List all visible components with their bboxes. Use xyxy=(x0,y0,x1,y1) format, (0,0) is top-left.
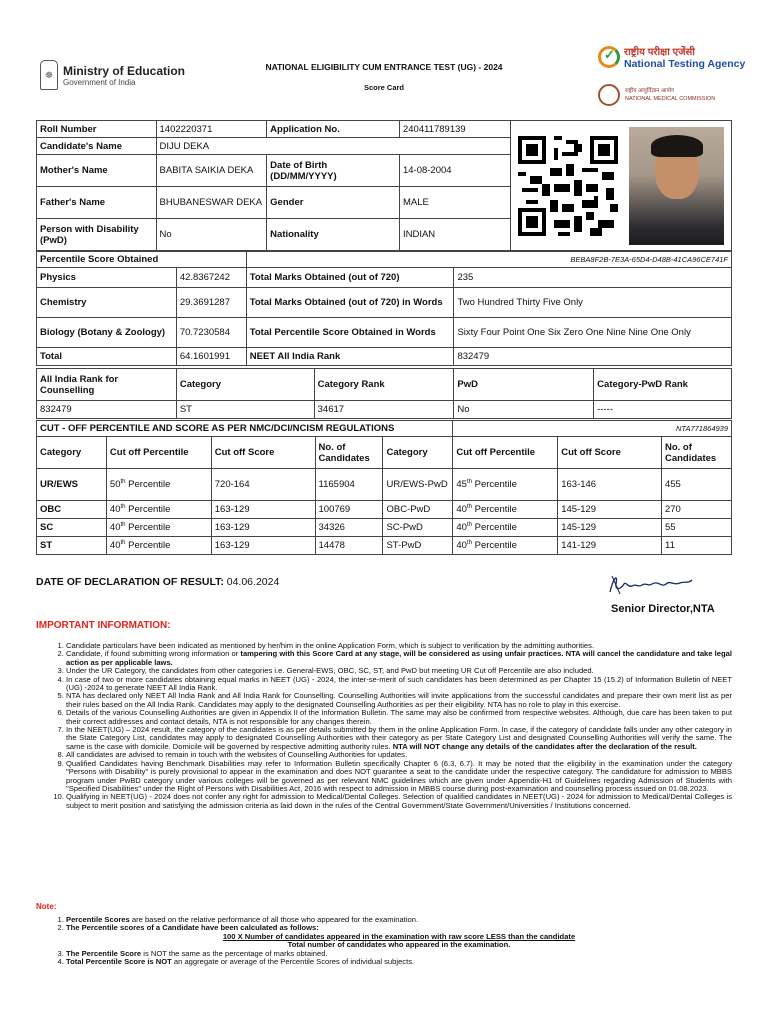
row-percentile: 50th Percentile xyxy=(106,469,211,501)
cutoff-title: CUT - OFF PERCENTILE AND SCORE AS PER NMC/DCI/NCISM REGULATIONS xyxy=(37,421,453,437)
row-score: 163-129 xyxy=(211,537,315,555)
declaration: DATE OF DECLARATION OF RESULT: 04.06.2024 xyxy=(36,576,280,588)
row-candidates: 1165904 xyxy=(315,469,383,501)
cutoff-code: NTA771864939 xyxy=(453,421,732,437)
row-pwd-category: SC-PwD xyxy=(383,519,453,537)
app-value: 240411789139 xyxy=(399,121,510,138)
nmc-hindi: राष्ट्रीय आयुर्विज्ञान आयोग xyxy=(625,88,675,94)
row-percentile: 40th Percentile xyxy=(106,501,211,519)
list-item: 8. All candidates are advised to remain in touch with the websites of Counselling Authorities for updates. xyxy=(66,751,732,759)
marks-value: 235 xyxy=(454,268,732,288)
cutoff-h-score: Cut off Score xyxy=(211,437,315,469)
roll-value: 1402220371 xyxy=(156,121,267,138)
row-pwd-percentile: 40th Percentile xyxy=(453,537,558,555)
nmc-logo xyxy=(598,84,715,106)
row-pwd-candidates: 455 xyxy=(661,469,731,501)
score-hash: BEBA8F2B-7E3A-65D4-D48B-41CA96CE741F xyxy=(246,252,731,268)
list-item: 3. The Percentile Score is NOT the same as the percentage of marks obtained. xyxy=(66,950,732,958)
row-pwd-percentile: 45th Percentile xyxy=(453,469,558,501)
pwd-label: Person with Disability (PwD) xyxy=(37,219,157,251)
row-score: 720-164 xyxy=(211,469,315,501)
qr-code xyxy=(518,136,618,236)
row-pwd-candidates: 55 xyxy=(661,519,731,537)
header xyxy=(0,0,768,118)
national-emblem-icon: ☸ xyxy=(40,60,58,90)
total-label: Total xyxy=(37,348,177,366)
row-pwd-category: ST-PwD xyxy=(383,537,453,555)
dob-label: Date of Birth (DD/MM/YYYY) xyxy=(267,155,400,187)
candidate-table xyxy=(36,120,732,251)
counselling-rank-label: All India Rank for Counselling xyxy=(37,369,177,401)
mother-label: Mother's Name xyxy=(37,155,157,187)
nationality-value: INDIAN xyxy=(399,219,510,251)
cutoff-h-cat-pwd: Category xyxy=(383,437,453,469)
pct-words-value: Sixty Four Point One Six Zero One Nine Nine One Only xyxy=(454,318,732,348)
chemistry-value: 29.3691287 xyxy=(176,288,246,318)
list-item: 2. The Percentile scores of a Candidate have been calculated as follows: 100 X Number of candidates appeared in the examination with raw score LESS than the candidate Total number of candidates who appeared in the examination. xyxy=(66,924,732,949)
cutoff-table xyxy=(36,420,732,555)
list-item: 10. Qualifying in NEET(UG) - 2024 does not confer any right for admission to Medical/Dental Colleges. Selection of qualified candidates in NEET(UG) - 2024 for admission to Medical/Dental Colleges is subject to merit position and satisfying the admission criteria as laid down in the rules of the Central Government/State Government/Universities / Institutions concerned. xyxy=(66,793,732,810)
table-row xyxy=(37,501,732,519)
scorecard-subtitle: Score Card xyxy=(363,83,405,92)
table-row xyxy=(37,469,732,501)
nta-check-icon xyxy=(598,46,620,68)
row-percentile: 40th Percentile xyxy=(106,519,211,537)
row-category: SC xyxy=(37,519,107,537)
list-item: 9. Qualified Candidates having Benchmark Disabilities may refer to Information Bulletin specifically Chapter 6 (6.3, 6.7). It may be noted that the eligibility in the examination under the category "Persons with Disability" is purely provisional to appear in the examination and does NOT guarantee a seat to the candidate under the respective category. The candidature for admission to MBBS program under PwBD category under various colleges will be governed as per relevant NMC guidelines which are given under Appendix-H1 of Guidelines regarding Admission of Students with "Specified Disabilities" under the Right of Persons with Disabilities Act, 2016 with respect to admission in MBBS course during post-examination and counselling process issued on 01.08.2023. xyxy=(66,760,732,794)
row-candidates: 34326 xyxy=(315,519,383,537)
important-list xyxy=(66,642,732,810)
percentile-header: Percentile Score Obtained xyxy=(37,252,247,268)
air-label: NEET All India Rank xyxy=(246,348,454,366)
note-list xyxy=(66,916,732,966)
ministry-logo xyxy=(40,60,185,90)
cutoff-h-cand: No. of Candidates xyxy=(315,437,383,469)
roll-label: Roll Number xyxy=(37,121,157,138)
table-row xyxy=(37,519,732,537)
physics-label: Physics xyxy=(37,268,177,288)
list-item: 3. Under the UR Category, the candidates from other categories i.e. General-EWS, OBC, SC, ST, and PwD but meeting UR Cut off Percentile are also included. xyxy=(66,667,732,675)
chemistry-label: Chemistry xyxy=(37,288,177,318)
row-pwd-candidates: 270 xyxy=(661,501,731,519)
list-item: 1. Percentile Scores are based on the relative performance of all those who appeared for the examination. xyxy=(66,916,732,924)
mother-value: BABITA SAIKIA DEKA xyxy=(156,155,267,187)
counselling-cat: ST xyxy=(176,401,314,419)
ministry-name: Ministry of Education xyxy=(63,63,186,78)
counselling-catrank-label: Category Rank xyxy=(314,369,454,401)
row-pwd-score: 141-129 xyxy=(558,537,662,555)
signature xyxy=(606,570,696,600)
counselling-rank: 832479 xyxy=(37,401,177,419)
row-candidates: 14478 xyxy=(315,537,383,555)
row-pwd-score: 163-146 xyxy=(558,469,662,501)
list-item: 7. In the NEET(UG) – 2024 result, the category of the candidates is as per details submitted by them in the online Application Form. In case, if the category of candidate falls under any other category in the State Category List, candidates may apply to designated Counselling Authorities with their category as per State Category List and designated Counselling Authorities will verify the same. The same is the case with domicile. Domicile will be governed by respective admitting authority rules. NTA will NOT change any details of the candidates after the declaration of the result. xyxy=(66,726,732,751)
father-value: BHUBANESWAR DEKA xyxy=(156,187,267,219)
gender-label: Gender xyxy=(267,187,400,219)
list-item: 2. Candidate, if found submitting wrong information or tampering with this Score Card at any stage, will be considered as using unfair practices. NTA will cancel the candidature and take legal action as per applicable laws. xyxy=(66,650,732,667)
nationality-label: Nationality xyxy=(267,219,400,251)
counselling-table xyxy=(36,368,732,419)
pct-words-label: Total Percentile Score Obtained in Words xyxy=(246,318,454,348)
signatory-title: Senior Director,NTA xyxy=(611,603,715,615)
marks-words-value: Two Hundred Thirty Five Only xyxy=(454,288,732,318)
row-pwd-score: 145-129 xyxy=(558,501,662,519)
list-item: 4. In case of two or more candidates obtaining equal marks in NEET (UG) - 2024, the inter-se-merit of such candidates has been determined as per Chapter 15 (15.2) of Information Bulletin of NEET (UG) -2024 to generate NEET All India Rank. xyxy=(66,676,732,693)
list-item: 1. Candidate particulars have been indicated as mentioned by her/him in the online Application Form, which is subject to verification by the admitting authorities. xyxy=(66,642,732,650)
nmc-english: NATIONAL MEDICAL COMMISSION xyxy=(625,96,716,102)
counselling-pwd-label: PwD xyxy=(454,369,594,401)
app-label: Application No. xyxy=(267,121,400,138)
name-label: Candidate's Name xyxy=(37,138,157,155)
table-row xyxy=(37,537,732,555)
candidate-photo xyxy=(629,127,724,245)
row-category: UR/EWS xyxy=(37,469,107,501)
row-score: 163-129 xyxy=(211,519,315,537)
counselling-pwdrank-label: Category-PwD Rank xyxy=(594,369,732,401)
row-pwd-percentile: 40th Percentile xyxy=(453,501,558,519)
counselling-catrank: 34617 xyxy=(314,401,454,419)
government-name: Government of India xyxy=(63,77,136,87)
biology-label: Biology (Botany & Zoology) xyxy=(37,318,177,348)
nmc-seal-icon xyxy=(598,84,620,106)
marks-label: Total Marks Obtained (out of 720) xyxy=(246,268,454,288)
nta-english: National Testing Agency xyxy=(624,58,746,70)
counselling-pwdrank: ----- xyxy=(594,401,732,419)
pwd-value: No xyxy=(156,219,267,251)
cutoff-h-cand-pwd: No. of Candidates xyxy=(661,437,731,469)
list-item: 5. NTA has declared only NEET All India Rank and All India Rank for Counselling. Counselling Authorities will invite applications from the successful candidates and prepare their own merit list as per their rules based on the All India Rank. Candidates may apply to the designated Counselling Authorities as per their eligibility. NTA has no role to play in this exercise. xyxy=(66,692,732,709)
counselling-cat-label: Category xyxy=(176,369,314,401)
important-heading: IMPORTANT INFORMATION: xyxy=(36,620,171,631)
nta-hindi: राष्ट्रीय परीक्षा एजेंसी xyxy=(624,47,695,58)
row-category: ST xyxy=(37,537,107,555)
row-candidates: 100769 xyxy=(315,501,383,519)
gender-value: MALE xyxy=(399,187,510,219)
name-value: DIJU DEKA xyxy=(156,138,510,155)
cutoff-h-cat: Category xyxy=(37,437,107,469)
row-score: 163-129 xyxy=(211,501,315,519)
nta-logo xyxy=(598,44,745,70)
row-percentile: 40th Percentile xyxy=(106,537,211,555)
total-value: 64.1601991 xyxy=(176,348,246,366)
cutoff-h-pct-pwd: Cut off Percentile xyxy=(453,437,558,469)
counselling-pwd: No xyxy=(454,401,594,419)
score-table xyxy=(36,251,732,366)
father-label: Father's Name xyxy=(37,187,157,219)
row-pwd-category: UR/EWS-PwD xyxy=(383,469,453,501)
declaration-date: 04.06.2024 xyxy=(226,576,280,588)
scorecard-title: NATIONAL ELIGIBILITY CUM ENTRANCE TEST (UG) - 2024 xyxy=(265,62,503,72)
marks-words-label: Total Marks Obtained (out of 720) in Words xyxy=(246,288,454,318)
physics-value: 42.8367242 xyxy=(176,268,246,288)
list-item: 6. Details of the various Counselling Authorities are given in Appendix II of the Information Bulletin. The same may also be confirmed from respective websites. Although, due care has been taken to put their correct addresses and contact details, NTA is not responsible for any changes therein. xyxy=(66,709,732,726)
dob-value: 14-08-2004 xyxy=(399,155,510,187)
biology-value: 70.7230584 xyxy=(176,318,246,348)
row-pwd-category: OBC-PwD xyxy=(383,501,453,519)
row-pwd-candidates: 11 xyxy=(661,537,731,555)
cutoff-h-pct: Cut off Percentile xyxy=(106,437,211,469)
percentile-formula: 100 X Number of candidates appeared in the examination with raw score LESS than the candidate Total number of candidates who appeared in the examination. xyxy=(222,931,576,950)
row-pwd-score: 145-129 xyxy=(558,519,662,537)
row-pwd-percentile: 40th Percentile xyxy=(453,519,558,537)
row-category: OBC xyxy=(37,501,107,519)
cutoff-h-score-pwd: Cut off Score xyxy=(558,437,662,469)
note-heading: Note: xyxy=(36,902,57,911)
list-item: 4. Total Percentile Score is NOT an aggregate or average of the Percentile Scores of individual subjects. xyxy=(66,958,732,966)
air-value: 832479 xyxy=(454,348,732,366)
